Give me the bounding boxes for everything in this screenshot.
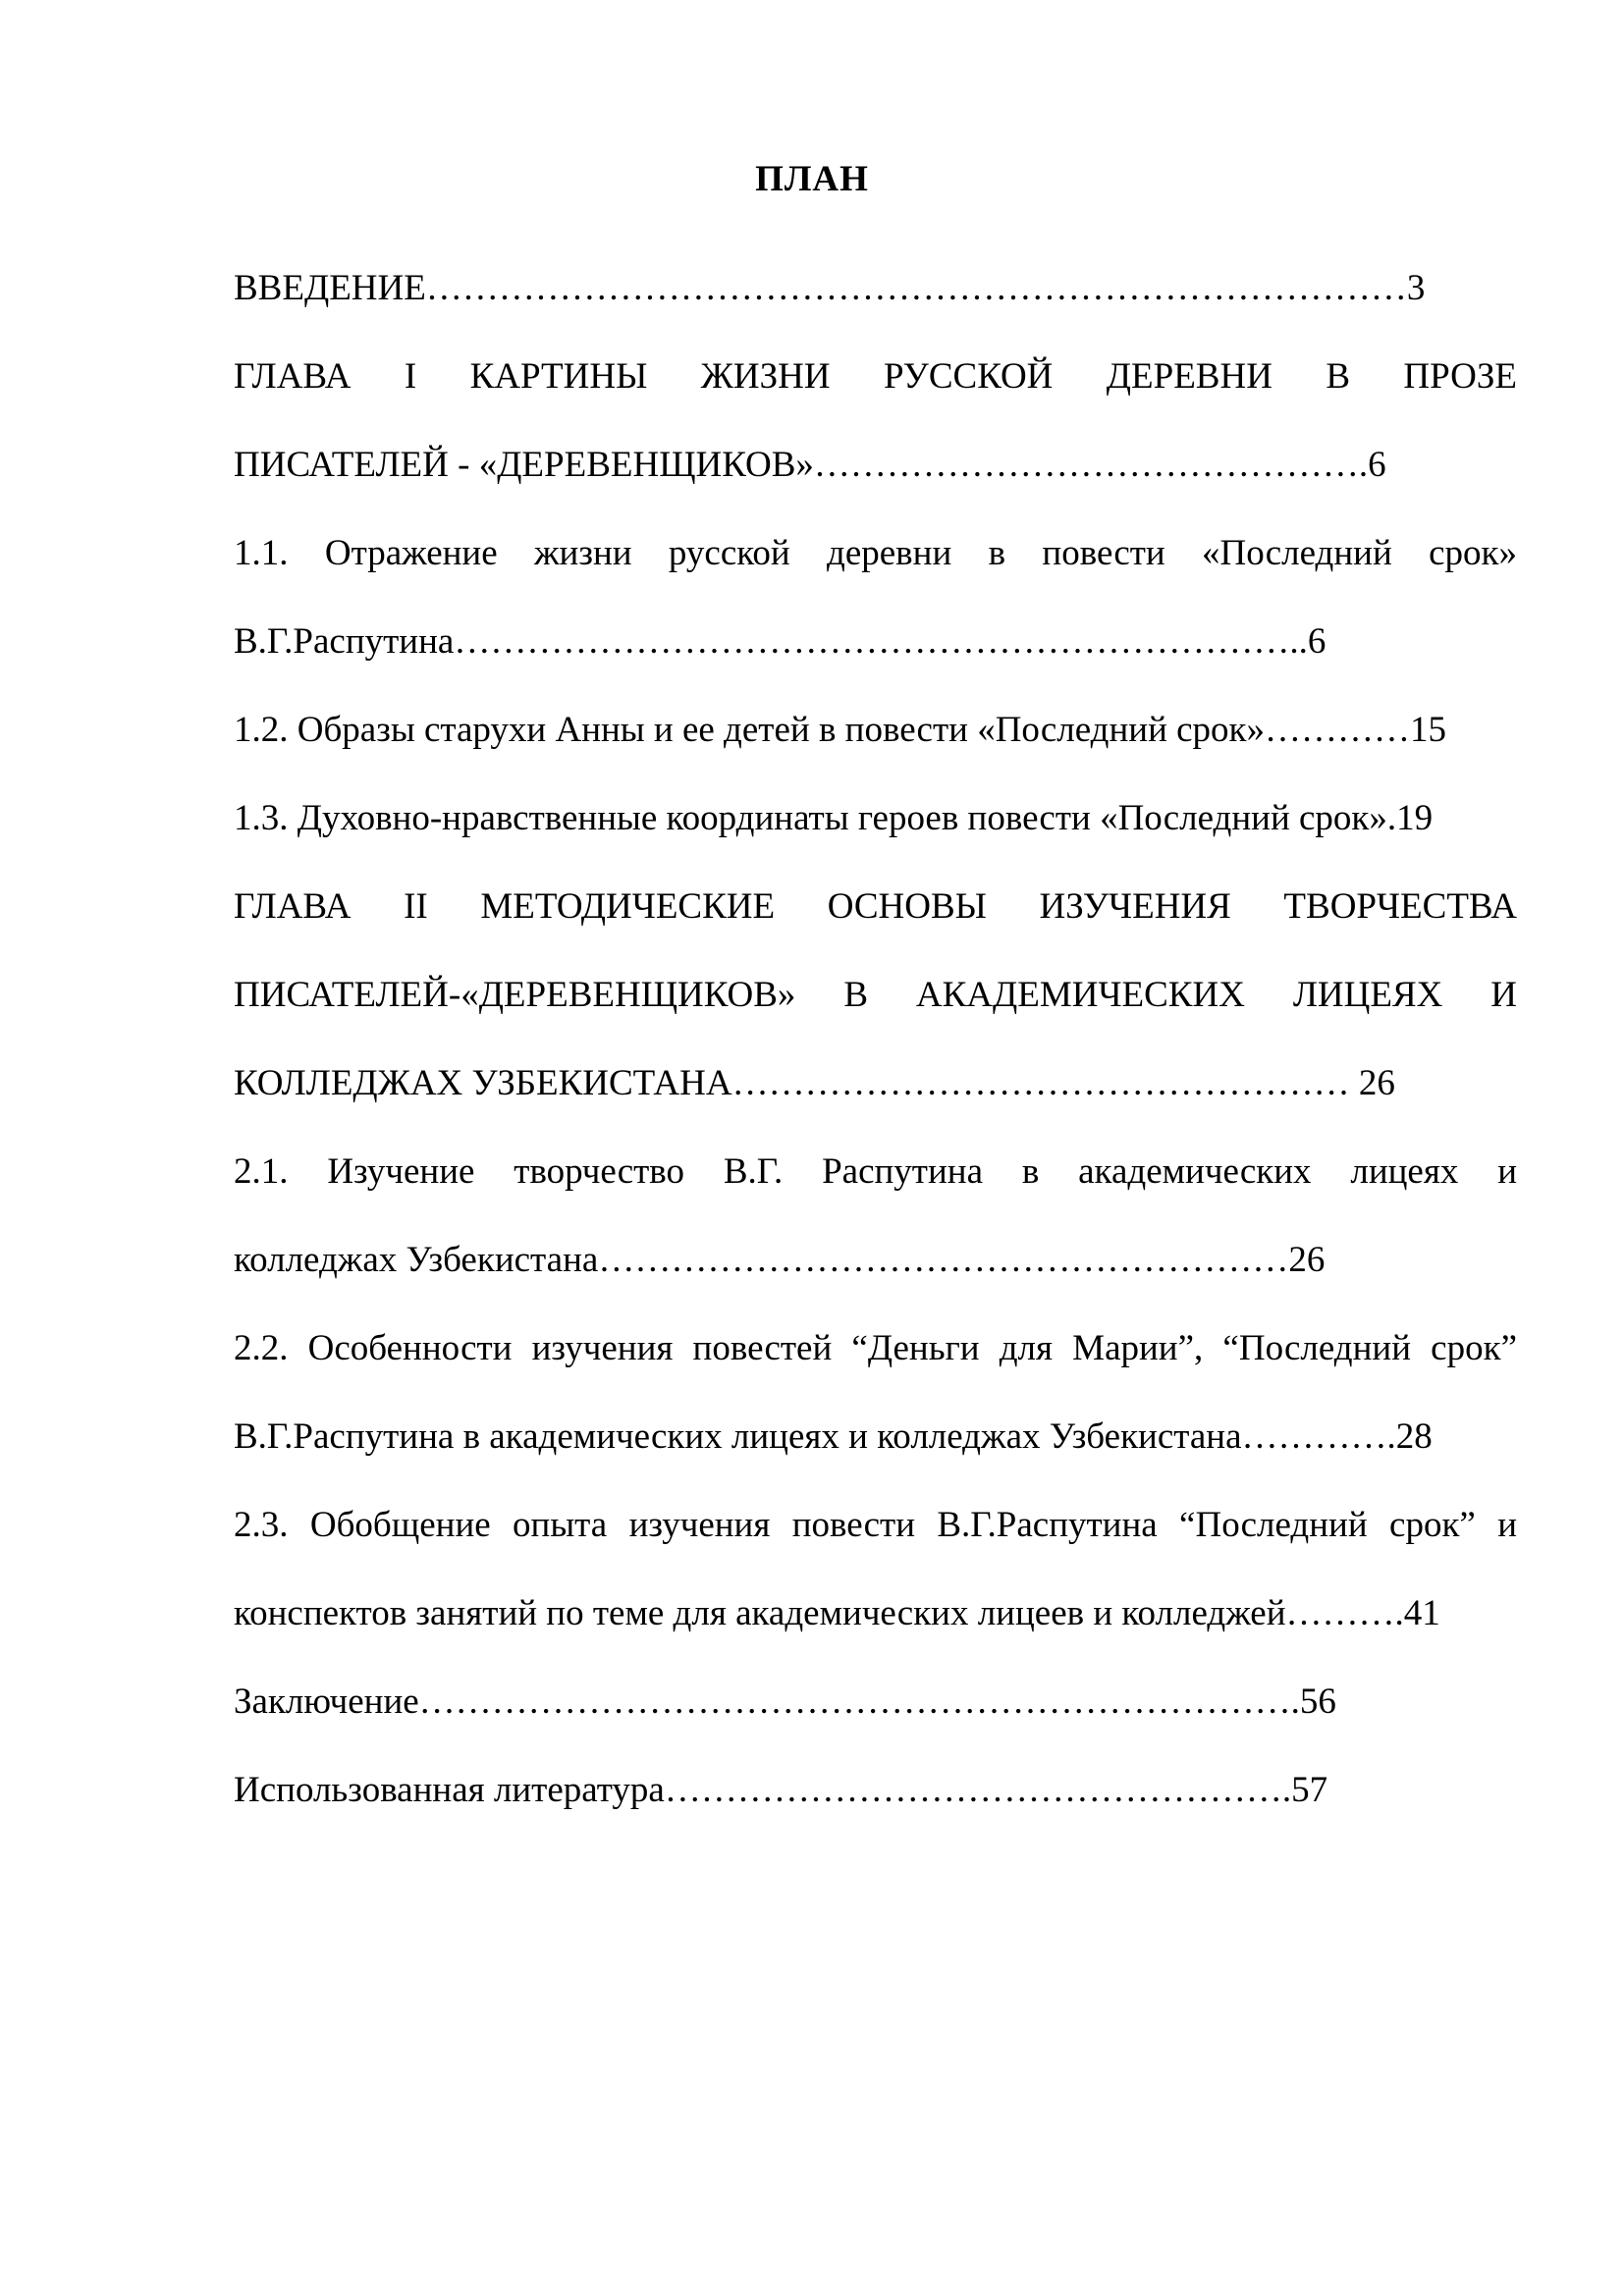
toc-line-text: 2.2. Особенности изучения повестей “Деньги для Марии”, “Последний срок” [234, 1328, 1517, 1368]
toc-line-text: ПИСАТЕЛЕЙ - «ДЕРЕВЕНЩИКОВ»……………………………………….6 [234, 445, 1386, 485]
toc-line [234, 703, 1517, 791]
toc-line-text: ПИСАТЕЛЕЙ-«ДЕРЕВЕНЩИКОВ» В АКАДЕМИЧЕСКИХ ЛИЦЕЯХ И [234, 975, 1517, 1015]
toc-line [234, 614, 1517, 703]
toc-line-text: ГЛАВА I КАРТИНЫ ЖИЗНИ РУССКОЙ ДЕРЕВНИ В ПРОЗЕ [234, 356, 1517, 397]
toc-line [234, 1498, 1517, 1586]
toc-line [234, 791, 1517, 880]
toc-line-text: В.Г.Распутина……………………………………………………………..6 [234, 621, 1326, 662]
toc-line [234, 1145, 1517, 1233]
toc-line [234, 968, 1517, 1056]
toc-line [234, 1233, 1517, 1321]
toc-line [234, 1675, 1517, 1763]
toc-line [234, 438, 1517, 526]
toc-line-text: КОЛЛЕДЖАХ УЗБЕКИСТАНА…………………………………………… 26 [234, 1063, 1395, 1103]
toc-line-text: 1.2. Образы старухи Анны и ее детей в повести «Последний срок»…………15 [234, 710, 1447, 750]
toc-line [234, 349, 1517, 438]
toc-line [234, 1410, 1517, 1498]
toc-line-text: Заключение……………………………………………………………….56 [234, 1682, 1336, 1722]
toc-line-text: ГЛАВА II МЕТОДИЧЕСКИЕ ОСНОВЫ ИЗУЧЕНИЯ ТВОРЧЕСТВА [234, 886, 1517, 927]
toc-line [234, 1056, 1517, 1145]
toc-line-text: 2.3. Обобщение опыта изучения повести В.Г.Распутина “Последний срок” и [234, 1505, 1517, 1545]
toc-line [234, 1586, 1517, 1675]
toc-line [234, 261, 1517, 349]
toc-line-text: В.Г.Распутина в академических лицеях и колледжах Узбекистана………….28 [234, 1416, 1433, 1457]
toc-line [234, 526, 1517, 614]
toc-line [234, 880, 1517, 968]
toc-line [234, 1321, 1517, 1410]
toc-line-text: 1.3. Духовно-нравственные координаты героев повести «Последний срок».19 [234, 798, 1434, 838]
toc-line [234, 1763, 1517, 1851]
table-of-contents [234, 261, 1517, 1851]
toc-line-text: ВВЕДЕНИЕ………………………………………………………………………3 [234, 268, 1426, 308]
toc-line-text: 1.1. Отражение жизни русской деревни в повести «Последний срок» [234, 533, 1517, 573]
toc-line-text: 2.1. Изучение творчество В.Г. Распутина в академических лицеях и [234, 1151, 1517, 1192]
toc-line-text: колледжах Узбекистана…………………………………………………26 [234, 1240, 1326, 1280]
toc-line-text: Использованная литература…………………………………………….57 [234, 1770, 1328, 1810]
toc-line-text: конспектов занятий по теме для академических лицеев и колледжей……….41 [234, 1593, 1440, 1633]
page-title: ПЛАН [755, 159, 869, 199]
